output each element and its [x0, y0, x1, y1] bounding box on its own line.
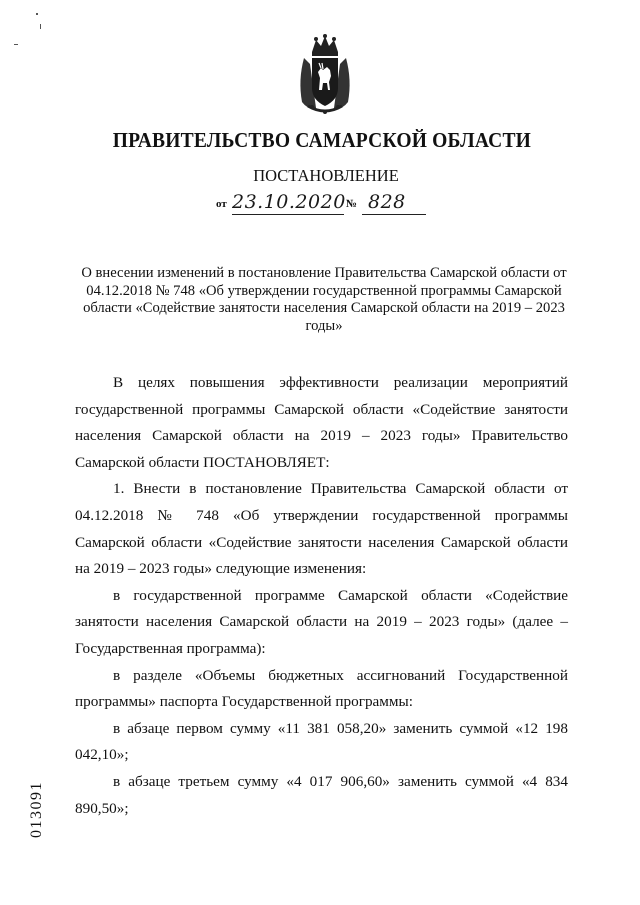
registration-number: 013091: [28, 781, 45, 838]
paragraph: в разделе «Объемы бюджетных ассигнований Государственной программы» паспорта Государственной программы:: [75, 666, 568, 711]
paragraph: в абзаце первом сумму «11 381 058,20» заменить суммой «12 198 042,10»;: [75, 719, 568, 764]
document-subject: О внесении изменений в постановление Правительства Самарской области от 04.12.2018 № 748 «Об утверждении государственной программы Самарской области «Содействие занятости населения Самарской области на 2019 – 2023 годы»: [81, 265, 567, 334]
scan-speck: [40, 24, 41, 29]
document-body: [75, 370, 568, 822]
document-type: ПОСТАНОВЛЕНИЕ: [253, 166, 399, 185]
number-underline: [362, 214, 426, 215]
paragraph: 1. Внести в постановление Правительства Самарской области от 04.12.2018 № 748 «Об утверждении государственной программы Самарской области «Содействие занятости населения Самарской области на 2019 – 2023 годы» следующие изменения:: [75, 480, 568, 578]
handwritten-number: 828: [368, 191, 406, 213]
number-label: №: [346, 198, 358, 210]
paragraph: в абзаце третьем сумму «4 017 906,60» заменить суммой «4 834 890,50»;: [75, 772, 568, 817]
samara-region-coat-of-arms-icon: [294, 34, 356, 116]
government-name: ПРАВИТЕЛЬСТВО САМАРСКОЙ ОБЛАСТИ: [112, 128, 532, 152]
scan-speck: [36, 13, 38, 15]
paragraph: в государственной программе Самарской области «Содействие занятости населения Самарской области на 2019 – 2023 годы» (далее – Государственная программа):: [75, 586, 568, 657]
date-underline: [232, 214, 344, 215]
date-number-line: [212, 190, 432, 216]
scan-speck: [14, 44, 18, 45]
paragraph: В целях повышения эффективности реализации мероприятий государственной программы Самарской области «Содействие занятости населения Самарской области на 2019 – 2023 годы» Правительство Самарской области ПОСТАНОВЛЯЕТ:: [75, 374, 568, 471]
date-prefix: от: [216, 198, 227, 210]
handwritten-date: 23.10.2020: [232, 191, 346, 213]
